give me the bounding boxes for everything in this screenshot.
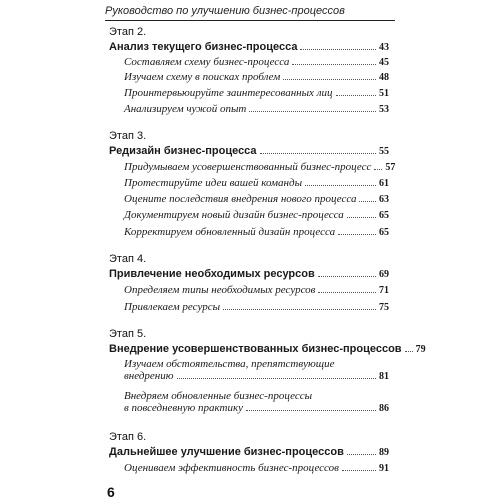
entry-title: Оцените последствия внедрения нового процесса (124, 193, 357, 205)
leader-dots (342, 470, 376, 471)
entry-title: Редизайн бизнес-процесса (109, 145, 257, 157)
leader-dots (305, 185, 376, 186)
leader-dots (177, 378, 377, 379)
stage-2-label: Этап 2. (109, 26, 147, 38)
entry-page: 51 (379, 88, 389, 99)
leader-dots (347, 454, 376, 455)
entry-page: 55 (379, 146, 389, 157)
stage-5-label: Этап 5. (109, 328, 147, 340)
toc-subentry[interactable] (124, 284, 389, 296)
entry-title: Документируем новый дизайн бизнес-процесса (124, 209, 344, 221)
stage-6-label: Этап 6. (109, 431, 147, 443)
entry-page: 48 (379, 72, 389, 83)
entry-title: Привлекаем ресурсы (124, 301, 221, 313)
leader-dots (374, 169, 382, 170)
toc-subentry[interactable] (124, 56, 389, 68)
leader-dots (260, 153, 376, 154)
leader-dots (223, 309, 376, 310)
toc-subentry[interactable] (124, 390, 389, 414)
toc-entry-stage-6[interactable] (109, 446, 389, 458)
toc-subentry[interactable] (124, 301, 389, 313)
entry-page: 86 (379, 403, 389, 414)
entry-title: Дальнейшее улучшение бизнес-процессов (109, 446, 344, 458)
toc-entry-stage-4[interactable] (109, 268, 389, 280)
entry-page: 61 (379, 178, 389, 189)
toc-subentry[interactable] (124, 462, 389, 474)
entry-page: 65 (379, 227, 389, 238)
toc-subentry[interactable] (124, 103, 389, 115)
entry-title: Протестируйте идеи вашей команды (124, 177, 303, 189)
leader-dots (405, 351, 413, 352)
entry-title: Анализ текущего бизнес-процесса (109, 41, 298, 53)
toc-entry-stage-5[interactable] (109, 343, 426, 355)
toc-subentry[interactable] (124, 177, 389, 189)
entry-title: Проинтервьюируйте заинтересованных лиц (124, 87, 333, 99)
entry-title-line-2: в повседневную практику (124, 402, 243, 414)
entry-title: Придумываем усовершенствованный бизнес-процесс (124, 161, 372, 173)
leader-dots (347, 217, 376, 218)
leader-dots (283, 79, 376, 80)
toc-subentry[interactable] (124, 193, 389, 205)
entry-title: Определяем типы необходимых ресурсов (124, 284, 316, 296)
leader-dots (249, 111, 376, 112)
toc-subentry[interactable] (124, 71, 389, 83)
entry-page: 57 (385, 162, 396, 173)
toc-subentry[interactable] (124, 226, 389, 238)
entry-page: 91 (379, 463, 389, 474)
stage-3-label: Этап 3. (109, 130, 147, 142)
entry-title: Анализируем чужой опыт (124, 103, 247, 115)
entry-page: 43 (379, 42, 389, 53)
stage-4-label: Этап 4. (109, 253, 147, 265)
entry-page: 89 (379, 447, 389, 458)
leader-dots (292, 64, 376, 65)
entry-title: Корректируем обновленный дизайн процесса (124, 226, 336, 238)
entry-title-line-1: Внедряем обновленные бизнес-процессы (124, 390, 313, 402)
leader-dots (359, 201, 376, 202)
entry-page: 81 (379, 371, 389, 382)
entry-title: Оцениваем эффективность бизнес-процессов (124, 462, 339, 474)
entry-title: Внедрение усовершенствованных бизнес-процессов (109, 343, 402, 355)
entry-page: 53 (379, 104, 389, 115)
leader-dots (318, 276, 376, 277)
entry-page: 45 (379, 57, 389, 68)
leader-dots (246, 410, 376, 411)
entry-page: 75 (379, 302, 389, 313)
entry-line-2 (124, 370, 389, 382)
entry-line-2 (124, 402, 389, 414)
toc-subentry[interactable] (124, 161, 396, 173)
toc-entry-stage-2[interactable] (109, 41, 389, 53)
page-number: 6 (107, 484, 115, 500)
entry-title: Изучаем схему в поисках проблем (124, 71, 281, 83)
toc-subentry[interactable] (124, 358, 389, 382)
running-head: Руководство по улучшению бизнес-процессов (105, 5, 345, 17)
leader-dots (318, 292, 376, 293)
header-rule (105, 20, 395, 21)
entry-page: 71 (379, 285, 389, 296)
entry-title: Привлечение необходимых ресурсов (109, 268, 315, 280)
entry-page: 63 (379, 194, 389, 205)
toc-entry-stage-3[interactable] (109, 145, 389, 157)
toc-subentry[interactable] (124, 87, 389, 99)
entry-page: 69 (379, 269, 389, 280)
leader-dots (336, 95, 377, 96)
entry-title-line-2: внедрению (124, 370, 174, 382)
toc-subentry[interactable] (124, 209, 389, 221)
entry-title: Составляем схему бизнес-процесса (124, 56, 290, 68)
leader-dots (300, 49, 376, 50)
entry-title-line-1: Изучаем обстоятельства, препятствующие (124, 358, 335, 370)
entry-page: 65 (379, 210, 389, 221)
leader-dots (338, 234, 376, 235)
entry-page: 79 (415, 344, 426, 355)
